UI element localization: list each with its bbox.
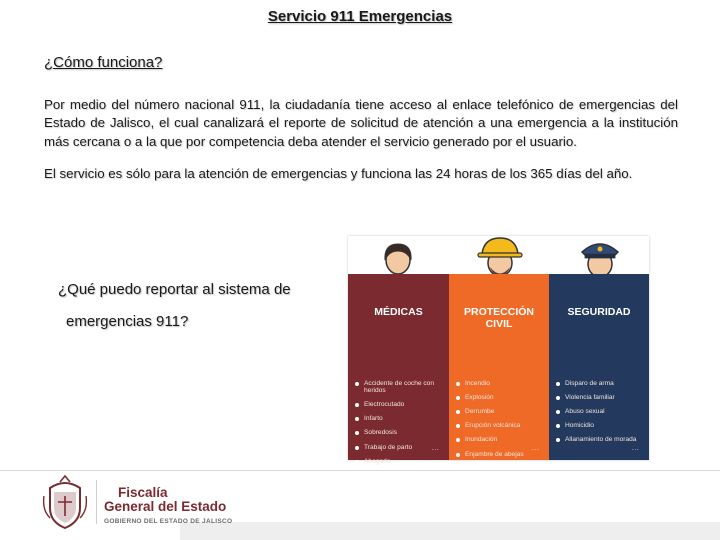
more-indicator: ... (431, 442, 439, 452)
report-question (58, 274, 338, 337)
emergency-types-infographic (348, 236, 649, 465)
list-item: Violencia familiar (555, 394, 645, 401)
footer-band (180, 522, 720, 540)
list-item: Explosión (455, 394, 545, 401)
list-item: Incendio (455, 380, 545, 387)
service-hours-paragraph: El servicio es sólo para la atención de emergencias y funciona las 24 horas de los 365 días del año. (44, 166, 633, 181)
list-item: Enjambre de abejas (455, 451, 545, 458)
list-item: Disparo de arma (555, 380, 645, 387)
security-column (549, 274, 649, 460)
security-column-title: SEGURIDAD (567, 306, 631, 318)
report-question-line2: emergencias 911? (66, 312, 189, 330)
list-item: Derrumbe (455, 408, 545, 415)
logo-separator (96, 480, 97, 524)
list-item: Accidente de coche con heridos (354, 380, 445, 394)
more-indicator: ... (631, 442, 639, 452)
medical-items-list (354, 380, 445, 472)
list-item: Allanamiento de morada (555, 436, 645, 443)
list-item: Infarto (354, 415, 445, 422)
org-name-line2: General del Estado (104, 499, 227, 514)
org-name-line1: Fiscalía (118, 485, 168, 500)
list-item: Sobredosis (354, 429, 445, 436)
government-label: GOBIERNO DEL ESTADO DE JALISCO (104, 518, 233, 525)
list-item: Erupción volcánica (455, 422, 545, 429)
section-heading: ¿Cómo funciona? (44, 54, 163, 71)
civil-protection-column (449, 274, 549, 460)
page-title: Servicio 911 Emergencias (267, 8, 453, 25)
intro-paragraph: Por medio del número nacional 911, la ciudadanía tiene acceso al enlace telefónico de emergencias del Estado de Jalisco, el cual canalizará el reporte de solicitud de atención a una emergencia a la institución más cercana o a la que por competencia deba atender el servicio generado por el usuario. (44, 97, 678, 149)
footer-divider (0, 470, 720, 471)
security-items-list (555, 380, 645, 451)
list-item: Inundación (455, 436, 545, 443)
civil-protection-title-line1: PROTECCIÓN (463, 306, 534, 318)
civil-protection-title-line2: CIVIL (485, 318, 513, 331)
jalisco-coat-of-arms-icon (40, 474, 90, 530)
list-item: Electrocutado (354, 401, 445, 408)
list-item: Homicidio (555, 422, 645, 429)
civil-protection-column-title (449, 306, 549, 330)
list-item: Ahogado (354, 458, 445, 465)
list-item: Trabajo de parto (354, 444, 445, 451)
medical-column (348, 274, 449, 465)
more-indicator: ... (531, 442, 539, 452)
list-item: Abuso sexual (555, 408, 645, 415)
medical-column-title: MÉDICAS (374, 306, 423, 318)
report-question-line1: ¿Qué puedo reportar al sistema de (58, 281, 291, 298)
